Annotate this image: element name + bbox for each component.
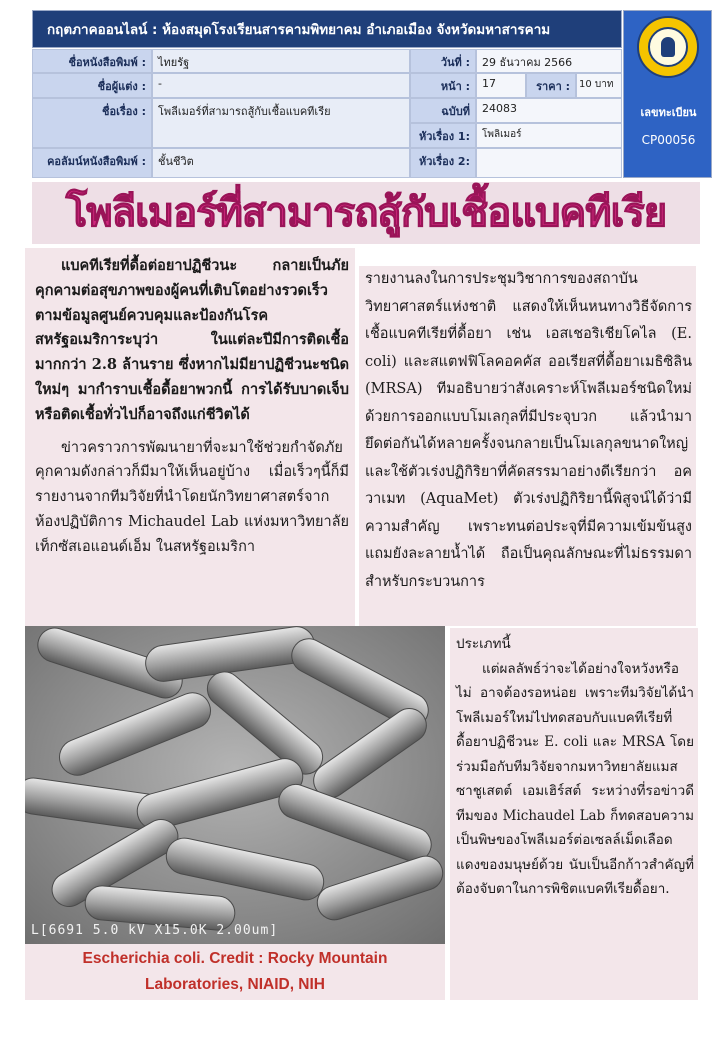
bacteria-photo [25, 626, 445, 944]
topic1-value: โพลิเมอร์ [476, 123, 622, 148]
page-value: 17 [476, 73, 526, 98]
date-label: วันที่ : [410, 49, 476, 73]
catalog-row-1 [32, 49, 622, 73]
price-value: 10 บาท [576, 73, 622, 98]
catalog-title: กฤตภาคออนไลน์ : ห้องสมุดโรงเรียนสารคามพิทยาคม อำเภอเมือง จังหวัดมหาสารคาม [32, 10, 622, 48]
price-label: ราคา : [526, 73, 576, 98]
newspaper-value: ไทยรัฐ [152, 49, 410, 73]
article-paragraph: แต่ผลลัพธ์ว่าจะได้อย่างใจหวังหรือไม่ อาจต้องรอหน่อย เพราะทีมวิจัยได้นำโพลีเมอร์ใหม่ไปทดสอบกับแบคทีเรียที่ดื้อยาปฏิชีวนะ E. coli และ MRSA โดยร่วมมือกับทีมวิจัยจากมหาวิทยาลัยแมสซาชูเสตต์ เอมเฮิร์สต์ ระหว่างที่รอข่าวดี ทีมของ Michaudel Lab ก็ทดสอบความเป็นพิษของโพลีเมอร์ต่อเซลล์เม็ดเลือดแดงของมนุษย์ด้วย นับเป็นอีกก้าวสำคัญที่ต้องจับตาในการพิชิตแบคทีเรียดื้อยา. [456, 660, 694, 897]
article-paragraph: แบคทีเรียที่ดื้อต่อยาปฏิชีวนะ กลายเป็นภัยคุกคามต่อสุขภาพของผู้คนที่เติบโตอย่างรวดเร็ว ตามข้อมูลศูนย์ควบคุมและป้องกันโรคสหรัฐอเมริการะบุว่า ในแต่ละปีมีการติดเชื้อมากกว่า 2.8 ล้านราย ซึ่งหากไม่มียาปฏิชีวนะชนิดใหม่ๆ มากำราบเชื้อดื้อยาพวกนี้ การได้รับบาดเจ็บหรือติดเชื้อทั่วไปก็อาจถึงแก่ชีวิตได้ [35, 257, 349, 423]
article-paragraph: รายงานลงในการประชุมวิชาการของสถาบันวิทยาศาสตร์แห่งชาติ แสดงให้เห็นหนทางวิธีจัดการเชื้อแบคทีเรียที่ดื้อยา เช่น เอสเชอริเชียโคไล (E. coli) และสแตฟฟิโลคอคคัส ออเรียสที่ดื้อยาเมธิซิลิน (MRSA) ทีมอธิบายว่าสังเคราะห์โพลีเมอร์ชนิดใหม่ด้วยการออกแบบโมเลกุลที่มีประจุบวก แล้วนำมายึดต่อกันได้หลายครั้งจนกลายเป็นโมเลกุลขนาดใหญ่ และใช้ตัวเร่งปฏิกิริยาที่คัดสรรมาอย่างดีเรียกว่า อควาเมท (AquaMet) ตัวเร่งปฏิกิริยานี้พิสูจน์ได้ว่ามีความสำคัญ เพราะทนต่อประจุที่มีความเข้มข้นสูงแถมยังละลายน้ำได้ ถือเป็นคุณลักษณะที่ไม่ธรรมดาสำหรับกระบวนการ [365, 271, 692, 590]
article-column-2 [359, 266, 696, 626]
issue-value: 24083 [476, 98, 622, 123]
newspaper-label: ชื่อหนังสือพิมพ์ : [32, 49, 152, 73]
subject-value: โพลีเมอร์ที่สามารถสู้กับเชื้อแบคทีเรีย [152, 98, 410, 148]
micrograph-scale-text: L[6691 5.0 kV X15.0K 2.00um] [31, 923, 279, 938]
caption-line: Escherichia coli. Credit : Rocky Mountain [82, 950, 388, 967]
author-label: ชื่อผู้แต่ง : [32, 73, 152, 98]
catalog-row-3 [32, 98, 622, 148]
article-column-3 [450, 628, 698, 1000]
registration-panel [623, 10, 712, 178]
topic2-label: หัวเรื่อง 2: [410, 148, 476, 178]
topic2-value [476, 148, 622, 178]
catalog-row-4 [32, 148, 622, 178]
catalog-row-2 [32, 73, 622, 98]
column-value: ชั้นชีวิต [152, 148, 410, 178]
article-paragraph: ข่าวคราวการพัฒนายาที่จะมาใช้ช่วยกำจัดภัยคุกคามดังกล่าวก็มีมาให้เห็นอยู่บ้าง เมื่อเร็วๆนี้ก็มีรายงานจากทีมวิจัยที่นำโดยนักวิทยาศาสตร์จากห้องปฏิบัติการ Michaudel Lab แห่งมหาวิทยาลัยเท็กซัสเอแอนด์เอ็ม ในสหรัฐอเมริกา [35, 439, 349, 555]
article-column-1 [25, 248, 355, 626]
catalog-header [32, 10, 712, 178]
author-value: - [152, 73, 410, 98]
school-logo-icon [637, 16, 699, 78]
column-label: คอลัมน์หนังสือพิมพ์ : [32, 148, 152, 178]
topic1-label: หัวเรื่อง 1: [410, 123, 476, 148]
registration-number: CP00056 [641, 133, 696, 147]
article-headline-banner [32, 182, 700, 244]
registration-label: เลขทะเบียน [640, 106, 697, 119]
e-coli-micrograph [25, 626, 445, 944]
page-label: หน้า : [410, 73, 476, 98]
photo-caption [25, 944, 445, 1000]
issue-label: ฉบับที่ [410, 98, 476, 123]
date-value: 29 ธันวาคม 2566 [476, 49, 622, 73]
article-paragraph: ประเภทนี้ [456, 636, 511, 652]
article-headline: โพลีเมอร์ที่สามารถสู้กับเชื้อแบคทีเรีย [65, 190, 667, 236]
subject-label: ชื่อเรื่อง : [32, 98, 152, 148]
caption-line: Laboratories, NIAID, NIH [145, 976, 325, 993]
